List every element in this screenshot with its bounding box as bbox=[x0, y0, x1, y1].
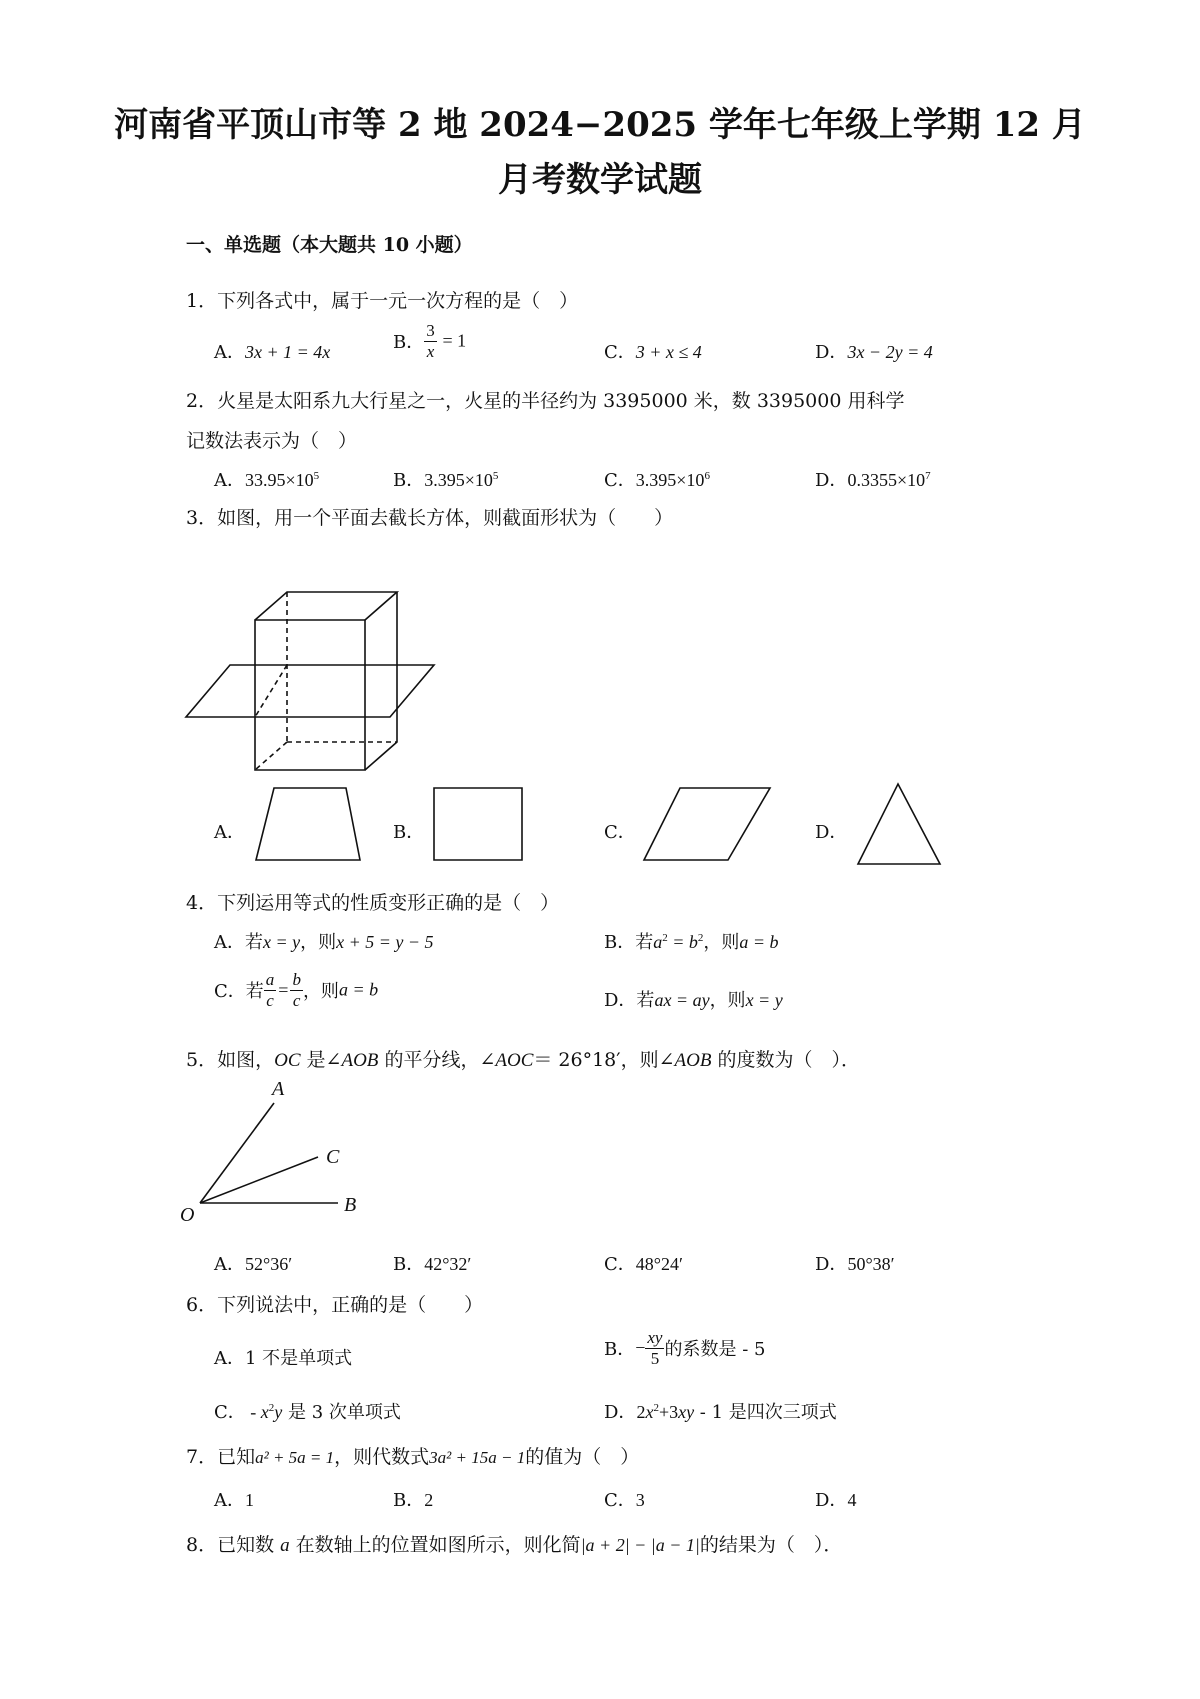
cuboid-cut-figure bbox=[180, 580, 440, 780]
stem-text: 的平分线，∠ bbox=[378, 1049, 496, 1071]
stem-text: 7．已知 bbox=[186, 1446, 256, 1468]
q5-option-b bbox=[393, 1250, 471, 1276]
q7-option-d bbox=[815, 1486, 856, 1512]
option-expr: 4 bbox=[847, 1490, 857, 1510]
stem-text: 的值为（ ） bbox=[525, 1446, 640, 1468]
option-expr: 52°36′ bbox=[245, 1254, 293, 1274]
fraction-denominator: 5 bbox=[650, 1348, 660, 1368]
q4-option-b bbox=[604, 928, 779, 954]
option-text: ，则 bbox=[300, 932, 337, 953]
fraction bbox=[264, 970, 277, 1010]
option-label: C． bbox=[214, 1402, 246, 1423]
option-text: - bbox=[245, 1402, 261, 1422]
option-expr: 50°38′ bbox=[847, 1254, 895, 1274]
question-2-stem: 2．火星是太阳系九大行星之一，火星的半径约为 3395000 米，数 3395000 用科学 bbox=[186, 390, 905, 412]
exponent: 5 bbox=[492, 470, 499, 482]
q1-option-a bbox=[214, 338, 330, 364]
option-label: D． bbox=[815, 470, 848, 491]
stem-text: 的结果为（ ）． bbox=[699, 1534, 843, 1556]
q6-option-a bbox=[214, 1344, 352, 1370]
page-title: 河南省平顶山市等 2 地 2024−2025 学年七年级上学期 12 月 bbox=[114, 105, 1086, 145]
option-label: B． bbox=[393, 332, 425, 354]
question-3-stem: 3．如图，用一个平面去截长方体，则截面形状为（ ） bbox=[186, 507, 674, 529]
q4-option-a bbox=[214, 928, 434, 954]
option-label: C．若 bbox=[214, 981, 264, 1003]
q1-option-b bbox=[393, 321, 466, 361]
q4-option-d bbox=[604, 986, 783, 1012]
question-2-stem-cont: 记数法表示为（ ） bbox=[186, 430, 358, 452]
point-a-label: A bbox=[272, 1078, 285, 1100]
exponent: 2 bbox=[662, 932, 668, 944]
equals-sign: = bbox=[278, 979, 289, 1000]
fraction bbox=[424, 321, 437, 361]
option-label: D． bbox=[815, 1254, 848, 1275]
option-text: 1 不是单项式 bbox=[245, 1348, 353, 1369]
stem-text: ＝ 26°18′，则∠ bbox=[533, 1049, 675, 1071]
exponent: 2 bbox=[653, 1402, 659, 1414]
question-8-stem bbox=[186, 1530, 842, 1557]
option-text: +3 bbox=[658, 1402, 679, 1422]
variable: x bbox=[260, 1402, 269, 1422]
stem-expr: a² + 5a = 1 bbox=[255, 1448, 335, 1467]
fraction-denominator: x bbox=[426, 341, 435, 361]
q1-option-d bbox=[815, 338, 933, 364]
option-label: D．若 bbox=[604, 990, 655, 1011]
fraction-denominator: c bbox=[266, 990, 274, 1010]
fraction-numerator: b bbox=[292, 970, 301, 989]
q2-option-d bbox=[815, 466, 931, 492]
stem-text: ，则代数式 bbox=[334, 1446, 430, 1468]
option-label: A． bbox=[214, 1254, 245, 1275]
q7-option-c bbox=[604, 1486, 645, 1512]
angle-name: AOB bbox=[674, 1050, 712, 1071]
option-expr: 0.3355×10 bbox=[847, 470, 926, 490]
option-expr: 42°32′ bbox=[424, 1254, 472, 1274]
option-result: a = b bbox=[739, 932, 779, 952]
q3-option-c-label: C． bbox=[604, 822, 636, 843]
option-label: B．若 bbox=[604, 932, 654, 953]
option-text: ，则 bbox=[709, 990, 746, 1011]
section-hidden-edge bbox=[255, 665, 287, 717]
q6-option-b bbox=[604, 1328, 765, 1368]
option-text: 是 3 次单项式 bbox=[282, 1402, 401, 1423]
stem-text: 8．已知数 bbox=[186, 1534, 275, 1556]
option-expr: 1 bbox=[245, 1490, 254, 1510]
option-label: D． bbox=[604, 1402, 637, 1423]
exponent: 5 bbox=[313, 470, 320, 482]
option-expr: 3x + 1 = 4x bbox=[245, 342, 331, 362]
option-expr: 3.395×10 bbox=[635, 470, 705, 490]
q1-option-c bbox=[604, 338, 702, 364]
option-condition: ax = ay bbox=[654, 990, 710, 1010]
q2-option-c bbox=[604, 466, 710, 492]
minus-sign: − bbox=[635, 1337, 646, 1358]
option-text: 的系数是 - 5 bbox=[664, 1339, 766, 1361]
variable: x bbox=[645, 1402, 654, 1422]
option-text: ，则 bbox=[302, 981, 339, 1003]
parallelogram-shape bbox=[638, 780, 778, 870]
ray-name: OC bbox=[274, 1050, 301, 1071]
option-label: A． bbox=[214, 1490, 245, 1511]
option-label: A． bbox=[214, 342, 245, 363]
option-expr: = 1 bbox=[442, 330, 467, 351]
triangle-shape bbox=[852, 778, 952, 872]
cuboid-front-face bbox=[255, 620, 365, 770]
option-condition: = b bbox=[667, 932, 698, 952]
q3-option-d-label: D． bbox=[815, 822, 848, 843]
q6-option-c bbox=[214, 1398, 401, 1424]
option-label: A． bbox=[214, 470, 245, 491]
cuboid-right-face bbox=[365, 592, 397, 770]
option-label: B． bbox=[393, 470, 425, 491]
variable: xy bbox=[678, 1402, 695, 1422]
stem-text: 5．如图， bbox=[186, 1049, 275, 1071]
q2-option-b bbox=[393, 466, 498, 492]
variable: a bbox=[280, 1535, 290, 1556]
fraction-numerator: xy bbox=[647, 1328, 663, 1347]
option-label: A． bbox=[214, 1348, 245, 1369]
q5-option-d bbox=[815, 1250, 895, 1276]
angle-name: AOC bbox=[495, 1050, 534, 1071]
option-label: C． bbox=[604, 1490, 636, 1511]
question-6-stem: 6．下列说法中，正确的是（ ） bbox=[186, 1294, 484, 1316]
option-label: B． bbox=[393, 1490, 425, 1511]
exponent: 2 bbox=[268, 1402, 275, 1414]
option-text: 2 bbox=[636, 1402, 646, 1422]
q5-option-a bbox=[214, 1250, 292, 1276]
fraction-numerator: a bbox=[265, 970, 275, 989]
q7-option-b bbox=[393, 1486, 433, 1512]
option-result: x + 5 = y − 5 bbox=[336, 932, 434, 952]
fraction-denominator: c bbox=[292, 990, 301, 1010]
fraction bbox=[290, 970, 303, 1010]
stem-expr: 3a² + 15a − 1 bbox=[429, 1448, 526, 1467]
option-label: D． bbox=[815, 342, 848, 363]
q3-option-b-label: B． bbox=[393, 822, 425, 843]
option-label: A．若 bbox=[214, 932, 263, 953]
option-result: x = y bbox=[745, 990, 783, 1010]
option-text: - 1 是四次三项式 bbox=[694, 1402, 837, 1423]
point-b-label: B bbox=[344, 1194, 357, 1216]
exponent: 2 bbox=[697, 932, 704, 944]
option-label: B． bbox=[604, 1339, 636, 1361]
q4-option-c bbox=[214, 970, 378, 1010]
option-label: D． bbox=[815, 1490, 848, 1511]
option-condition: a bbox=[653, 932, 663, 952]
option-label: C． bbox=[604, 342, 636, 363]
option-expr: 2 bbox=[424, 1490, 434, 1510]
variable: y bbox=[274, 1402, 283, 1422]
cuboid-top-face bbox=[255, 592, 397, 620]
point-o-label: O bbox=[180, 1204, 195, 1225]
q2-option-a bbox=[214, 466, 319, 492]
option-expr: 3 + x ≤ 4 bbox=[635, 342, 702, 362]
stem-expr: |a + 2| − |a − 1| bbox=[580, 1535, 700, 1555]
question-1-stem: 1．下列各式中，属于一元一次方程的是（ ） bbox=[186, 290, 579, 312]
question-5-stem bbox=[186, 1045, 860, 1072]
stem-text: 的度数为（ ）． bbox=[711, 1049, 860, 1071]
trapezoid-shape bbox=[248, 780, 368, 870]
angle-figure bbox=[170, 1075, 390, 1225]
fraction bbox=[645, 1328, 664, 1368]
q6-option-d bbox=[604, 1398, 837, 1424]
exponent: 6 bbox=[704, 470, 710, 482]
option-condition: x = y bbox=[263, 932, 301, 952]
option-label: B． bbox=[393, 1254, 425, 1275]
q5-option-c bbox=[604, 1250, 683, 1276]
option-label: C． bbox=[604, 470, 636, 491]
stem-text: 在数轴上的位置如图所示，则化简 bbox=[295, 1534, 581, 1556]
section-heading: 一、单选题（本大题共 10 小题） bbox=[186, 234, 473, 256]
rectangle-shape bbox=[428, 780, 528, 870]
fraction-numerator: 3 bbox=[426, 321, 435, 340]
option-expr: 48°24′ bbox=[635, 1254, 683, 1274]
point-c-label: C bbox=[326, 1146, 340, 1168]
hidden-edge bbox=[255, 742, 287, 770]
option-expr: 3 bbox=[635, 1490, 645, 1510]
page-title-line2: 月考数学试题 bbox=[498, 160, 702, 200]
q7-option-a bbox=[214, 1486, 254, 1512]
q3-option-a-label: A． bbox=[214, 822, 245, 843]
question-4-stem: 4．下列运用等式的性质变形正确的是（ ） bbox=[186, 892, 560, 914]
option-text: ，则 bbox=[703, 932, 740, 953]
question-7-stem bbox=[186, 1442, 639, 1469]
option-expr: 3.395×10 bbox=[424, 470, 493, 490]
option-expr: 3x − 2y = 4 bbox=[847, 342, 933, 362]
exponent: 7 bbox=[925, 470, 931, 482]
option-result: a = b bbox=[338, 979, 379, 1000]
option-label: C． bbox=[604, 1254, 636, 1275]
option-expr: 33.95×10 bbox=[245, 470, 314, 490]
stem-text: 是∠ bbox=[300, 1049, 342, 1071]
angle-name: AOB bbox=[341, 1050, 379, 1071]
